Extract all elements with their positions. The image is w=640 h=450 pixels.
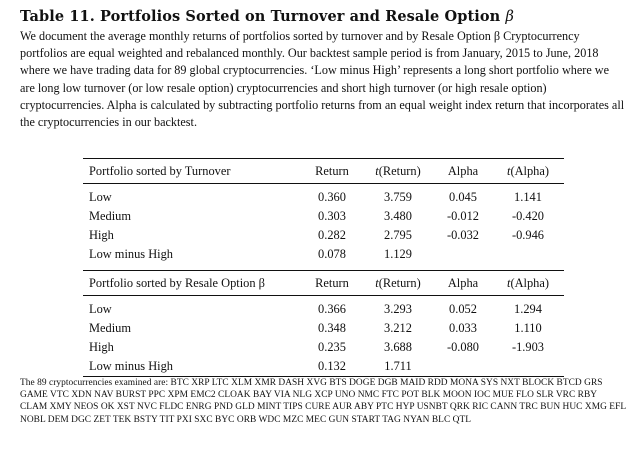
table-footnote — [20, 377, 626, 426]
table-title — [20, 8, 625, 26]
table-row: High 0.282 2.795 -0.032 -0.946 — [89, 228, 544, 242]
description-paragraph: We document the average monthly returns of portfolios sorted by turnover and by Resale Option β Cryptocurrency portfolios are equal weighted and rebalanced monthly. Our backtest sample period is from January, 2015 to June, 2018 where we have trading data for 89 global cryptocurrencies. ‘Low minus High’ represents a long short portfolio where we are long low turnover (or low resale option) cryptocurrencies and short high turnover (or high resale option) cryptocurrencies. Alpha is calculated by subtracting portfolio returns from an equal weight index return that incorporates all the cryptocurrencies in our backtest. — [20, 29, 625, 130]
table-row: Low 0.360 3.759 0.045 1.141 — [89, 190, 542, 204]
panel2-header-row — [83, 271, 564, 296]
results-table-container — [83, 158, 564, 377]
table-row: Low 0.366 3.293 0.052 1.294 — [89, 302, 542, 316]
table-description — [20, 28, 626, 131]
table-row: Low minus High 0.132 1.711 — [83, 357, 564, 377]
panel2-header-alpha: Alpha — [434, 271, 492, 296]
results-table — [83, 158, 564, 377]
table-row: Medium 0.303 3.480 -0.012 -0.420 — [89, 209, 544, 223]
footnote-text: The 89 cryptocurrencies examined are: BTC XRP LTC XLM XMR DASH XVG BTS DOGE DGB MAID RDD MONA SYS NXT BLOCK BTCD GRS GAME VTC XDN NAV BURST PPC XPM EMC2 CLOAK BAY VIA NLG XCP UNO NMC FTC POT BLK MOON IOC MUE FLO SLR VRC RBY CLAM XMY NEOS OK XST NVC FLDC ENRG PND GLD MINT TIPS CURE AUR ABY PTC HYP USNBT QRK RIC CANN TRC BUN HUC XMG EFL NOBL DEM DGC ZET TEK BSTY TIT PXI SXC BYC ORB WDC MZC MEC GUN START TAG NYAN BLC QTL — [20, 378, 626, 425]
table-title-beta: β — [505, 9, 514, 25]
panel1-header-return: Return — [302, 159, 362, 184]
table-title-text: Table 11. Portfolios Sorted on Turnover and Resale Option — [20, 8, 501, 25]
panel2-header-return: Return — [302, 271, 362, 296]
panel1-header-t-return: t(Return) — [362, 159, 434, 184]
panel1-header-alpha: Alpha — [434, 159, 492, 184]
panel1-header-t-alpha: t(Alpha) — [492, 159, 564, 184]
panel1-header-row — [83, 159, 564, 184]
table-row: Medium 0.348 3.212 0.033 1.110 — [89, 321, 542, 335]
panel2-header-label: Portfolio sorted by Resale Option β — [83, 271, 302, 296]
table-row: High 0.235 3.688 -0.080 -1.903 — [89, 340, 544, 354]
table-row: Low minus High 0.078 1.129 — [89, 247, 412, 261]
panel1-header-label: Portfolio sorted by Turnover — [83, 159, 302, 184]
panel2-header-t-alpha: t(Alpha) — [492, 271, 564, 296]
panel2-header-t-return: t(Return) — [362, 271, 434, 296]
